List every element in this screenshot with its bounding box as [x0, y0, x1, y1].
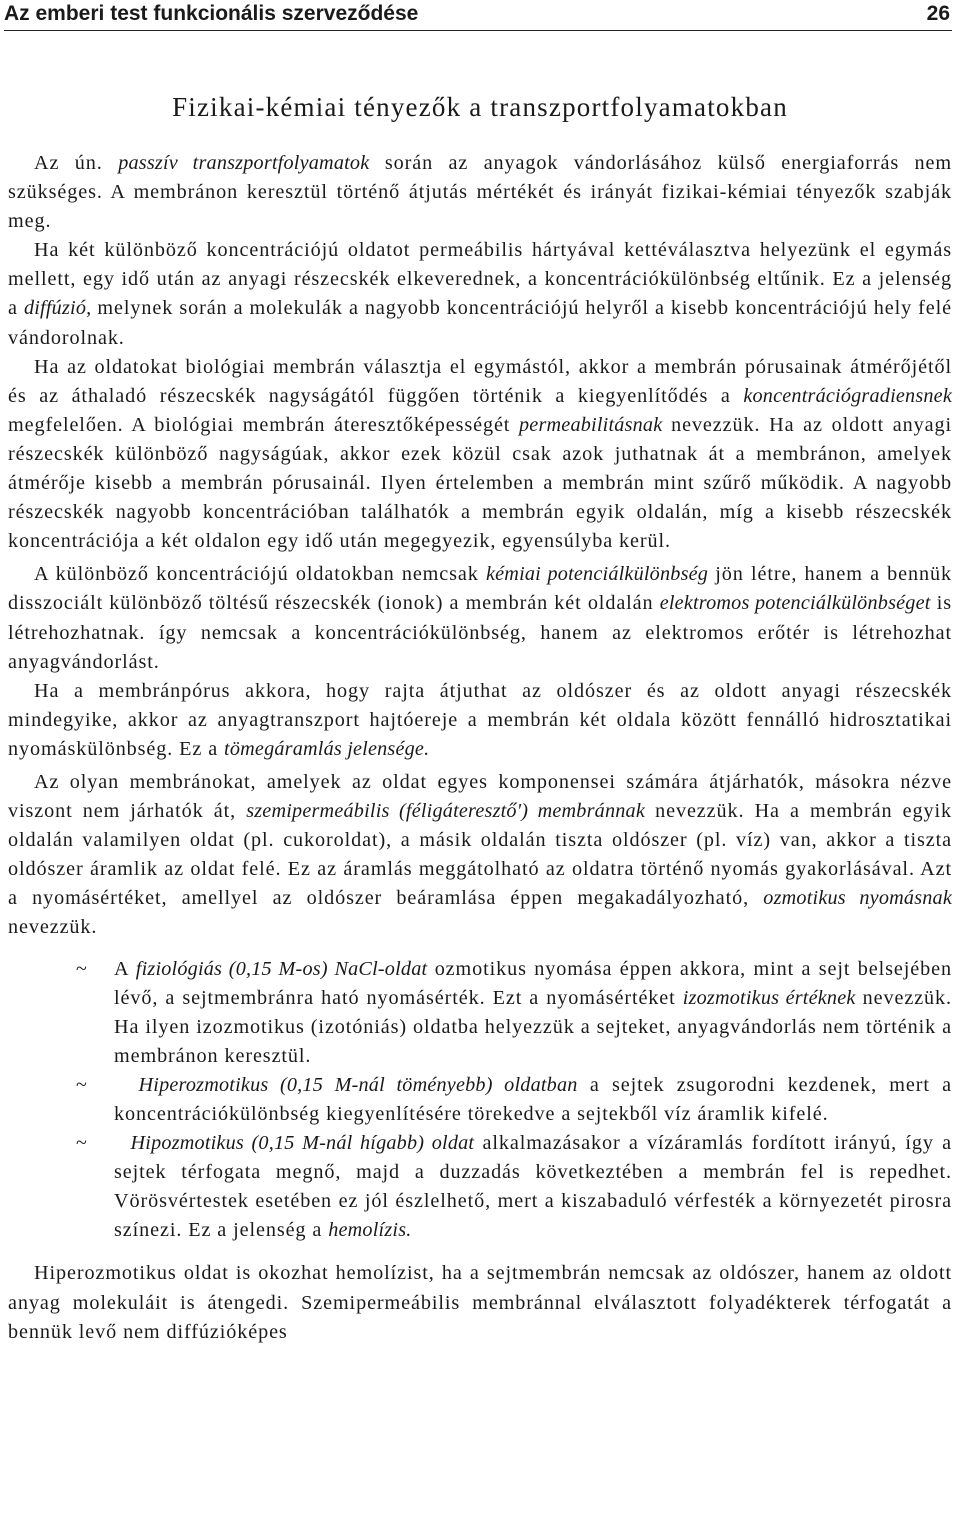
- paragraph-mass-flow: [8, 677, 952, 764]
- term-electric-potential: elektromos potenciálkülönbséget: [659, 592, 931, 615]
- paragraph-potential-difference: [8, 560, 952, 676]
- term-chemical-potential: kémiai potenciálkülönbség: [485, 563, 709, 586]
- section-title: Fizikai-kémiai tényezők a transzportfolyamatokban: [172, 92, 788, 122]
- text-run: során az anyagok vándorlásához külső energiaforrás nem szükséges. A membránon keresztül történő átjutás mértékét és irányát fizikai-kémiai tényezők szabják meg.: [8, 152, 952, 233]
- term-diffusion: diffúzió,: [23, 297, 92, 320]
- text-run: Ha két különböző koncentrációjú oldatot permeábilis hártyával kettéválasztva helyezünk el egymás mellett, egy idő után az anyagi részecskék elkeverednek, a koncentrációkülönbség eltűnik. Ez a jelenség a: [8, 239, 952, 320]
- text-run: ozmotikus nyomása éppen akkora, mint a sejt belsejében lévő, a sejtmembránra ható nyomásérték. Ezt a nyomásértéket: [114, 957, 953, 1009]
- text-run: A különböző koncentrációjú oldatokban nemcsak: [34, 563, 486, 586]
- text-run: Az ún.: [34, 152, 119, 174]
- term-hypoosmotic-solution: Hipozmotikus (0,15 M-nál hígabb) oldat: [130, 1132, 475, 1155]
- text-run: is létrehozhatnak. így nemcsak a koncentrációkülönbség, hanem az elektromos erőtér is létrehozhat anyagvándorlást.: [8, 592, 952, 673]
- term-physiological-saline: fiziológiás (0,15 M-os) NaCl-oldat: [135, 957, 428, 980]
- text-run: melynek során a molekulák a nagyobb koncentrációjú helyről a kisebb koncentrációjú hely felé vándorolnak.: [8, 297, 952, 349]
- text-run: nevezzük. Ha az oldott anyagi részecskék különböző nagyságúak, akkor ezek közül csak azok juthatnak át a membránon, amelyek átmérője kisebb a membrán pórusainál. Ilyen értelemben a membrán mint szűrő működik. A nagyobb részecskék nagyobb koncentrációban találhatók a membrán egyik oldalán, míg a kisebb részecskék koncentrációja a két oldalon egy idő után megegyezik, egyensúlyba kerül.: [8, 413, 952, 553]
- text-run: A: [114, 957, 136, 980]
- paragraph-diffusion: [8, 236, 952, 352]
- running-title: Az emberi test funkcionális szerveződése: [4, 2, 419, 25]
- term-semipermeable-membrane: szemipermeábilis (féligáteresztő') membránnak: [246, 800, 645, 823]
- paragraph-permeability: [8, 353, 952, 557]
- text-run: a sejtek zsugorodni kezdenek, mert a koncentrációkülönbség kiegyenlítésére törekedve a sejtekből víz áramlik kifelé.: [114, 1073, 952, 1125]
- term-isosmotic-value: izozmotikus értéknek: [682, 986, 856, 1009]
- term-passive-transport: passzív transzportfolyamatok: [118, 152, 370, 174]
- body-text: [8, 149, 952, 1347]
- term-mass-flow: tömegáramlás jelensége.: [224, 737, 430, 760]
- text-run: nevezzük. Ha a membrán egyik oldalán valamilyen oldat (pl. cukoroldat), a másik oldalán tiszta oldószer (pl. víz) van, akkor a tiszta oldószer áramlik az oldat felé. Ez az áramlás meggátolható az oldatra történő nyomás gyakorlásával. Azt a nyomásértéket, amellyel az oldószer beáramlása éppen megakadályozható,: [8, 800, 952, 910]
- page-number: 26: [926, 2, 950, 25]
- text-run: Az olyan membránokat, amelyek az oldat egyes komponensei számára átjárhatók, másokra nézve viszont nem járhatók át,: [8, 770, 952, 823]
- osmotic-solution-list: [8, 955, 952, 1246]
- text-run: Ha az oldatokat biológiai membrán választja el egymástól, akkor a membrán pórusainak átmérőjétől és az áthaladó részecskék nagyságától függően történik a kiegyenlítődés a: [8, 355, 952, 407]
- term-permeability: permeabilitásnak: [519, 413, 663, 436]
- list-item-hypoosmotic: [8, 1129, 952, 1245]
- text-run: jön létre, hanem a bennük disszociált különböző töltésű részecskék (ionok) a membrán két oldalán: [8, 563, 952, 615]
- list-item-isotonic: [8, 955, 952, 1071]
- running-header: [4, 0, 952, 31]
- text-run: Ha a membránpórus akkora, hogy rajta átjuthat az oldószer és az oldott anyagi részecskék mindegyike, akkor az anyagtranszport hajtóereje a membrán két oldala között fennálló hidrosztatikai nyomáskülönbség. Ez a: [8, 679, 952, 760]
- list-item-hyperosmotic: [8, 1071, 952, 1129]
- text-run: alkalmazásakor a vízáramlás fordított irányú, így a sejtek térfogata megnő, majd a duzzadás következtében a membrán fel is repedhet. Vörösvértestek esetében ez jól észlelhető, mert a kiszabaduló vérfesték a környezetét pirosra színezi. Ez a jelenség a: [114, 1132, 952, 1242]
- paragraph-hemolysis: [8, 1259, 952, 1346]
- term-hemolysis: hemolízis.: [328, 1219, 412, 1242]
- term-osmotic-pressure: ozmotikus nyomásnak: [763, 887, 953, 910]
- text-run: megfelelően. A biológiai membrán áteresztőképességét: [8, 413, 520, 436]
- text-run: Hiperozmotikus oldat is okozhat hemolízist, ha a sejtmembrán nemcsak az oldószer, hanem az oldott anyag molekuláit is átengedi. Szemipermeábilis membránnal elválasztott folyadékterek térfogatát a bennük levő nem diffúzióképes: [8, 1262, 952, 1343]
- paragraph-passive-transport: [8, 149, 952, 236]
- tilde-bullet: ~: [76, 957, 88, 980]
- term-hyperosmotic-solution: Hiperozmotikus (0,15 M-nál töményebb) oldatban: [138, 1073, 578, 1096]
- text-run: nevezzük. Ha ilyen izozmotikus (izotóniás) oldatba helyezzük a sejteket, anyagvándorlás nem történik a membránon keresztül.: [114, 986, 952, 1067]
- text-run: nevezzük.: [8, 916, 98, 939]
- tilde-bullet: ~: [76, 1073, 88, 1096]
- term-concentration-gradient: koncentrációgradiensnek: [743, 384, 952, 407]
- paragraph-osmosis: [8, 768, 952, 943]
- tilde-bullet: ~: [76, 1132, 88, 1155]
